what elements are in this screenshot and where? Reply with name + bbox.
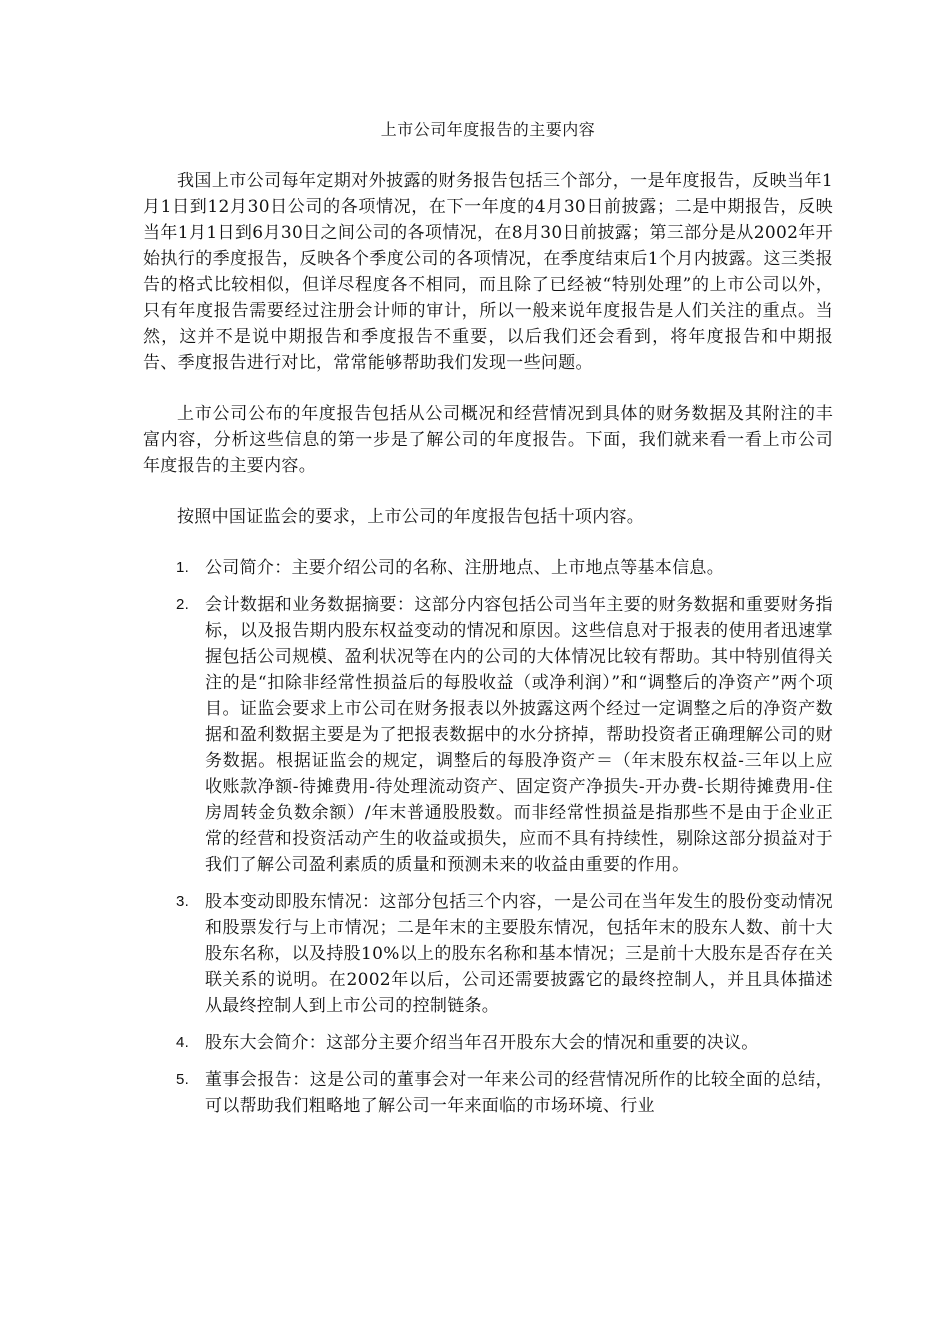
document-body: [143, 118, 833, 1130]
list-item: [143, 1030, 833, 1056]
content-list: [143, 555, 833, 1119]
list-item: [143, 592, 833, 878]
list-item-number: 2.: [176, 596, 190, 613]
list-item-text: 股东大会简介：这部分主要介绍当年召开股东大会的情况和重要的决议。: [205, 1033, 759, 1053]
paragraph-overview: 上市公司公布的年度报告包括从公司概况和经营情况到具体的财务数据及其附注的丰富内容，分析这些信息的第一步是了解公司的年度报告。下面，我们就来看一看上市公司年度报告的主要内容。: [143, 404, 833, 476]
list-item-text: 股本变动即股东情况：这部分包括三个内容，一是公司在当年发生的股份变动情况和股票发行与上市情况；二是年末的主要股东情况，包括年末的股东人数、前十大股东名称，以及持股10%以上的股东名称和基本情况；三是前十大股东是否存在关联关系的说明。在2002年以后，公司还需要披露它的最终控制人，并且具体描述从最终控制人到上市公司的控制链条。: [205, 892, 833, 1016]
list-item-text: 董事会报告：这是公司的董事会对一年来公司的经营情况所作的比较全面的总结，可以帮助我们粗略地了解公司一年来面临的市场环境、行业: [205, 1070, 833, 1116]
paragraph-requirement: 按照中国证监会的要求，上市公司的年度报告包括十项内容。: [177, 507, 645, 527]
paragraph-intro: 我国上市公司每年定期对外披露的财务报告包括三个部分，一是年度报告，反映当年1月1日到12月30日公司的各项情况，在下一年度的4月30日前披露；二是中期报告，反映当年1月1日到6月30日之间公司的各项情况，在8月30日前披露；第三部分是从2002年开始执行的季度报告，反映各个季度公司的各项情况，在季度结束后1个月内披露。这三类报告的格式比较相似，但详尽程度各不相同，而且除了已经被“特别处理”的上市公司以外，只有年度报告需要经过注册会计师的审计，所以一般来说年度报告是人们关注的重点。当然，这并不是说中期报告和季度报告不重要，以后我们还会看到，将年度报告和中期报告、季度报告进行对比，常常能够帮助我们发现一些问题。: [143, 171, 833, 373]
list-item-number: 5.: [176, 1071, 190, 1088]
list-item-number: 1.: [176, 559, 190, 576]
document-title: 上市公司年度报告的主要内容: [380, 120, 596, 139]
list-item-text: 会计数据和业务数据摘要：这部分内容包括公司当年主要的财务数据和重要财务指标，以及报告期内股东权益变动的情况和原因。这些信息对于报表的使用者迅速掌握包括公司规模、盈利状况等在内的公司的大体情况比较有帮助。其中特别值得关注的是“扣除非经常性损益后的每股收益（或净利润）”和“调整后的净资产”两个项目。证监会要求上市公司在财务报表以外披露这两个经过一定调整之后的净资产数据和盈利数据主要是为了把报表数据中的水分挤掉，帮助投资者正确理解公司的财务数据。根据证监会的规定，调整后的每股净资产＝（年末股东权益-三年以上应收账款净额-待摊费用-待处理流动资产、固定资产净损失-开办费-长期待摊费用-住房周转金负数余额）/年末普通股股数。而非经常性损益是指那些不是由于企业正常的经营和投资活动产生的收益或损失，应而不具有持续性，剔除这部分损益对于我们了解公司盈利素质的质量和预测未来的收益由重要的作用。: [205, 595, 833, 875]
list-item-number: 4.: [176, 1034, 190, 1051]
list-item-text: 公司简介：主要介绍公司的名称、注册地点、上市地点等基本信息。: [205, 558, 724, 578]
list-item: [143, 555, 833, 581]
list-item-number: 3.: [176, 893, 190, 910]
list-item: [143, 1067, 833, 1119]
list-item: [143, 889, 833, 1019]
